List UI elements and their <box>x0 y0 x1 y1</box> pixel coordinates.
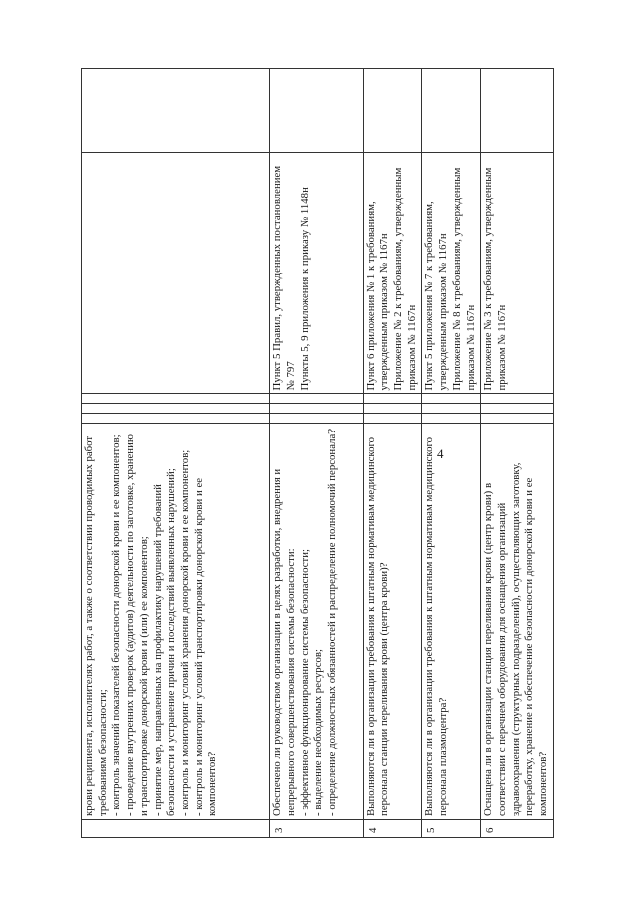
table-container <box>81 68 554 838</box>
reference-line: Пункт 5 приложения № 7 к требованиям, утвержденным приказом № 1167н <box>423 201 450 391</box>
reference-cell <box>363 152 422 394</box>
question-line: крови реципиента, исполнителях работ, а также о соответствии проводимых работ требованиям безопасности; <box>83 435 109 816</box>
comment-cell <box>481 69 554 153</box>
reference-cell <box>481 152 554 394</box>
reference-cell <box>82 152 270 394</box>
comment-cell <box>82 69 270 153</box>
question-cell <box>363 423 422 819</box>
question-line: - контроль и мониторинг условий хранения донорской крови и ее компонентов; <box>178 449 191 816</box>
reference-line: Пункт 5 Правил, утвержденных постановлением № 797 <box>271 165 297 391</box>
comment-cell <box>363 69 422 153</box>
question-line: - выделение необходимых ресурсов; <box>312 649 325 816</box>
answer-cell <box>82 404 270 414</box>
answer-cell <box>481 413 554 423</box>
row-number: 5 <box>422 819 481 837</box>
answer-cell <box>422 413 481 423</box>
answer-cell <box>82 413 270 423</box>
question-line: - эффективное функционирование системы безопасности; <box>298 548 311 816</box>
question-line: Оснащена ли в организации станция переливания крови (центр крови) в соответствии с перечнем оборудования для оснащения организаций здравоохранения (структурных подразделений), осуществляющих заготовку, переработку, хранение и обеспечение безопасности донорской крови и ее компонентов? <box>482 462 550 816</box>
question-cell <box>422 423 481 819</box>
requirements-table <box>81 68 554 838</box>
reference-line: Пункт 6 приложения № 1 к требованиям, утвержденным приказом № 1167н <box>364 201 391 391</box>
answer-cell <box>422 404 481 414</box>
reference-line: Приложение № 8 к требованиям, утвержденным приказом № 1167н <box>450 167 477 391</box>
comment-cell <box>270 69 364 153</box>
question-line: - принятие мер, направленных на профилактику нарушений требований безопасности и устранение причин и последствий выявленных нарушений; <box>151 468 178 816</box>
answer-cell <box>82 394 270 404</box>
question-line: - контроль и мониторинг условий транспортировки донорской крови и ее компонентов? <box>192 477 219 816</box>
answer-cell <box>422 394 481 404</box>
question-line: - проведение внутренних проверок (аудитов) деятельности по заготовке, хранению и транспортировке донорской крови и (или) ее компонентов; <box>124 434 150 816</box>
question-cell <box>481 423 554 819</box>
answer-cell <box>363 404 422 414</box>
answer-cell <box>363 413 422 423</box>
reference-line: Пункты 5, 9 приложения к приказу № 1148н <box>298 187 311 391</box>
table-row <box>422 69 481 838</box>
question-line: Обеспечено ли руководством организации в целях разработки, внедрения и непрерывного совершенствования системы безопасности: <box>271 468 297 816</box>
row-number: 6 <box>481 819 554 837</box>
question-cell <box>270 423 364 819</box>
reference-line: Приложение № 2 к требованиям, утвержденным приказом № 1167н <box>392 167 418 391</box>
question-line: Выполняются ли в организации требования к штатным нормативам медицинского персонала плазмоцентра? <box>423 436 450 816</box>
row-number: 4 <box>363 819 422 837</box>
answer-cell <box>270 394 364 404</box>
row-number <box>82 819 270 837</box>
table-row <box>82 69 270 838</box>
page-number: 4 <box>437 446 444 461</box>
question-line: Выполняются ли в организации требования к штатным нормативам медицинского персонала станции переливания крови (центра крови)? <box>364 436 391 816</box>
reference-line: Приложение № 3 к требованиям, утвержденным приказом № 1167н <box>482 167 508 391</box>
answer-cell <box>270 404 364 414</box>
answer-cell <box>363 394 422 404</box>
reference-cell <box>270 152 364 394</box>
reference-cell <box>422 152 481 394</box>
answer-cell <box>270 413 364 423</box>
table-row <box>481 69 554 838</box>
row-number: 3 <box>270 819 364 837</box>
answer-cell <box>481 404 554 414</box>
question-line: - контроль значений показателей безопасности донорской крови и ее компонентов; <box>110 434 123 816</box>
question-cell <box>82 423 270 819</box>
answer-cell <box>481 394 554 404</box>
question-line: - определение должностных обязанностей и распределение полномочий персонала? <box>325 428 338 816</box>
table-row <box>270 69 364 838</box>
table-row <box>363 69 422 838</box>
comment-cell <box>422 69 481 153</box>
